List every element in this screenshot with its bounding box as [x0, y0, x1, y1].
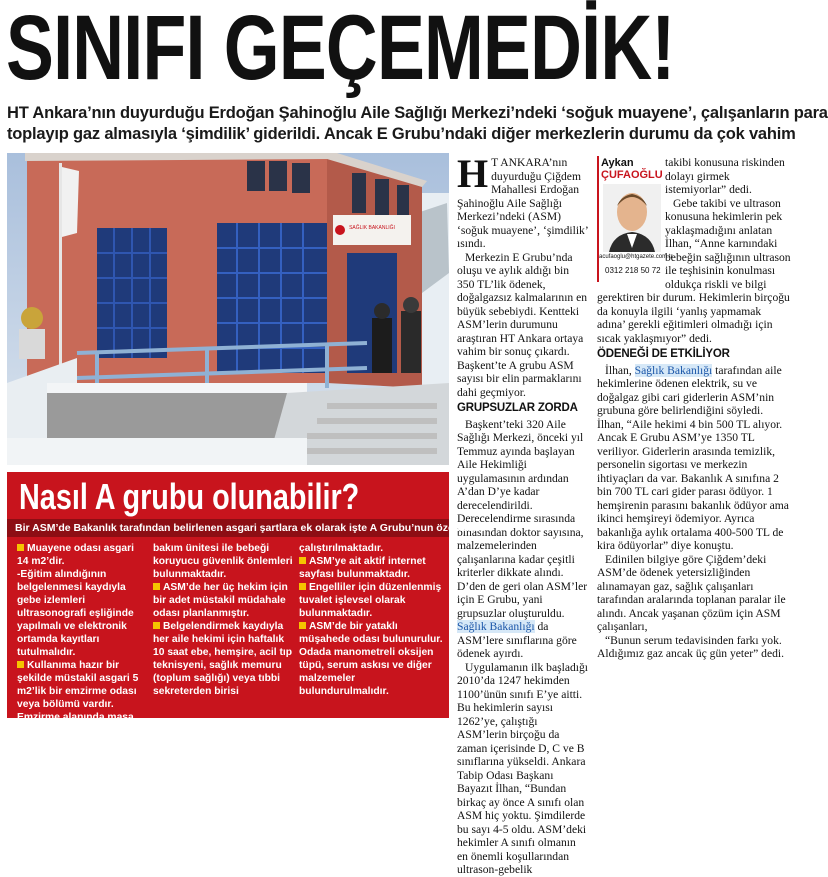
- article-column-2: [597, 156, 791, 661]
- columnist-email: acufaoglu@htgazete.com.tr: [599, 254, 673, 260]
- info-box: [7, 472, 485, 736]
- col1-p3-text-a: Başkent’teki 320 Aile Sağlığı Merkezi, önceki yıl Temmuz ayında başlayan Aile Hekimliği uygulamasının ardından A’dan D’ye kadar derecelendirildi. Derecelendirme sırasında binasından doktor sayısına, malzemelerinden çalışanlarına kadar çeşitli kriterler dikkate alındı. D’den de geri olan ASM’ler için E Grubu, yani grupsuzlar oluşturuldu.: [457, 417, 588, 620]
- box-item: [17, 568, 145, 659]
- subhead-odenek: ÖDENEĞİ DE ETKİLİYOR: [597, 348, 730, 360]
- col1-p3-text-b: da ASM’lere sınıflarına göre ödenek ayırdı.: [457, 620, 577, 660]
- box-item-text: ASM’de bir yataklı müşahede odası bulunurulur. Odada manometreli oksijen tüpü, serum askısı ve diğer malzemeler bulundurulmalıdır.: [299, 621, 443, 697]
- box-item-text: Kullanıma hazır bir şekilde müstakil asgari 5 m2’lik bir emzirme odası veya bölümü vardır. Emzirme alanında masa, oturma grubu ve bebek: [17, 660, 139, 736]
- box-item-text: ASM’ye ait aktif internet sayfası bulunmaktadır.: [299, 556, 426, 580]
- col1-paragraph-3: [457, 418, 589, 661]
- columnist-spacer: [597, 156, 665, 286]
- bullet-square-icon: [153, 622, 160, 629]
- ministry-highlight-2: Sağlık Bakanlığı: [634, 363, 713, 377]
- col2-paragraph-3: [597, 364, 791, 553]
- bullet-square-icon: [299, 622, 306, 629]
- ministry-highlight: Sağlık Bakanlığı: [457, 620, 535, 633]
- col1-paragraph-4: Uygulamanın ilk başladığı 2010’da 1247 hekimden 1100’ünün sınıfı E’ye aitti. Bu hekimlerin sayısı 1262’ye, çalıştığı ASM’lerin birçoğu da zaman içerisinde D, C ve B sınıflarına yükseldi. Ankara Tabip Odası Başkanı Bayazıt İlhan, “Bundan birkaç ay önce A sınıfı olan ASM hiç yoktu. Şimdilerde bu sayı 4-5 oldu. ASM’deki hekimler A sınıfı olmanın en önemli koşullarından ultrason-gebelik: [457, 660, 589, 876]
- bullet-square-icon: [17, 661, 24, 668]
- box-item: [299, 581, 443, 620]
- photo-sign-text: SAĞLIK BAKANLIĞI: [349, 225, 395, 231]
- article-column-1: [457, 151, 589, 877]
- box-item: [153, 620, 293, 698]
- bullet-square-icon: [299, 557, 306, 564]
- columnist-first-name: Aykan: [601, 157, 634, 169]
- health-center-photo: [7, 153, 449, 465]
- building-illustration: [7, 153, 449, 465]
- info-box-title: Nasıl A grubu olunabilir?: [19, 476, 360, 517]
- box-item: [153, 581, 293, 620]
- headline: SINIFI GEÇEMEDİK!: [6, 0, 675, 99]
- col2-p3-text-b: tarafından aile hekimlerine ödenen elektrik, su ve doğalgaz gibi cari giderlerin ASM’nin grubuna göre belirlendiğini söyledi. İlhan, “Aile hekimi 4 bin 500 TL alıyor. Ancak E Grubu ASM’ye 1350 TL veriliyor. Giderlerin arasında temizlik, personelin sigortası ve merkezin ihtiyaçları da var. Bakanlık A sınıfına 2 bin 700 TL cari gider parası ödüyor. 1 hemşirenin parasını bakanlık ödüyor ama ikinci hemşireyi ödemiyor. Ayrıca bakanlığa aylık ortalama 400-500 TL de kira ödüyorlar” diye konuştu.: [597, 363, 789, 552]
- box-item-text: bakım ünitesi ile bebeği koruyucu güvenlik önlemleri bulunmaktadır.: [153, 543, 293, 580]
- box-item: [299, 555, 443, 581]
- dropcap: H: [457, 151, 489, 196]
- info-box-column-3: [299, 542, 443, 698]
- subhead-grupsuzlar: GRUPSUZLAR ZORDA: [457, 402, 578, 414]
- box-item-text: Belgelendirmek kaydıyla her aile hekimi için haftalık 10 saat ebe, hemşire, acil tıp teknisyeni, sağlık memuru (toplum sağlığı) veya tıbbi sekreterden birisi: [153, 621, 293, 697]
- col1-paragraph-2: Merkezin E Grubu’nda oluşu ve aylık aldığı bin 350 TL’lik ödenek, doğalgazsız kalmalarının en büyük sebebiydi. Kentteki ASM’lerin durumunu araştıran HT Ankara ortaya vahim bir sonuç çıkardı. Başkent’te A grubu ASM sayısı bir elin parmaklarını dahi geçmiyor.: [457, 250, 588, 399]
- box-item: [17, 659, 145, 737]
- info-box-column-1: [17, 542, 145, 737]
- box-item: [299, 542, 443, 555]
- box-item: [299, 620, 443, 698]
- box-item-text: çalıştırılmaktadır.: [299, 543, 384, 554]
- col2-paragraph-4: Edinilen bilgiye göre Çiğdem’deki ASM’de ödenek yetersizliğinden alınamayan gaz, sağlık çalışanları tarafından aralarında toplanan paralar ile alındı. Ancak yaşanan çözüm için ASM çalışanları,: [597, 552, 786, 633]
- info-box-subtitle: Bir ASM’de Bakanlık tarafından belirlenen asgari şartlara ek olarak işte A Grubu’nun özellikleri: [7, 519, 449, 537]
- col1-paragraph-1: T ANKARA’nın duyurduğu Çiğdem Mahallesi Erdoğan Şahinoğlu Aile Sağlığı Merkezi’ndeki (ASM) ‘soğuk muayene’, ‘şimdilik’ ısındı.: [457, 156, 588, 250]
- columnist-last-name: ÇUFAOĞLU: [601, 169, 663, 181]
- box-item-text: Muayene odası asgari 14 m2’dir.: [17, 543, 135, 567]
- col2-p3-text-a: İlhan,: [605, 363, 635, 377]
- info-box-column-2: [153, 542, 293, 698]
- bullet-square-icon: [17, 544, 24, 551]
- box-item-text: ASM’de her üç hekim için bir adet müstakil müdahale odası planlanmıştır.: [153, 582, 288, 619]
- col2-paragraph-1: takibi konusuna riskinden dolayı girmek istemiyorlar” dedi.: [665, 156, 785, 196]
- box-item: [17, 542, 145, 568]
- col2-paragraph-5: “Bunun serum tedavisinden farkı yok. Aldığımız gaz ancak üç gün yeter” dedi.: [597, 633, 785, 660]
- box-item-text: Engelliler için düzenlenmiş tuvalet işlevsel olarak bulunmaktadır.: [299, 582, 442, 619]
- deck-line-2: toplayıp gaz almasıyla ‘şimdilik’ giderildi. Ancak E Grubu’ndaki diğer merkezlerin durumu da çok vahim: [7, 125, 796, 143]
- bullet-square-icon: [153, 583, 160, 590]
- box-item: [153, 542, 293, 581]
- deck-line-1: HT Ankara’nın duyurduğu Erdoğan Şahinoğlu Aile Sağlığı Merkezi’ndeki ‘soğuk muayene’, çalışanların para: [7, 104, 828, 122]
- deck: [7, 103, 828, 145]
- col2-paragraph-2: Gebe takibi ve ultrason konusuna hekimlerin pek yaklaşmadığını anlatan İlhan, “Anne karnındaki bebeğin sağlığının ultrason ile teşhisinin konulması oldukça riskli ve bilgi gerektiren bir durum. Hekimlerin birçoğu da konuyla ilgili ‘yanlış yapmamak adına’ gerekli eğitimleri olmadığı için sıcak yaklaşmıyor” dedi.: [597, 196, 791, 345]
- bullet-square-icon: [299, 583, 306, 590]
- box-item-text: -Eğitim alındığının belgelenmesi kaydıyla gebe izlemleri ultrasonografi eşliğinde yapılmalı ve elektronik ortamda kayıtları tutulmalıdır.: [17, 569, 134, 658]
- columnist-phone: 0312 218 50 72: [605, 266, 661, 275]
